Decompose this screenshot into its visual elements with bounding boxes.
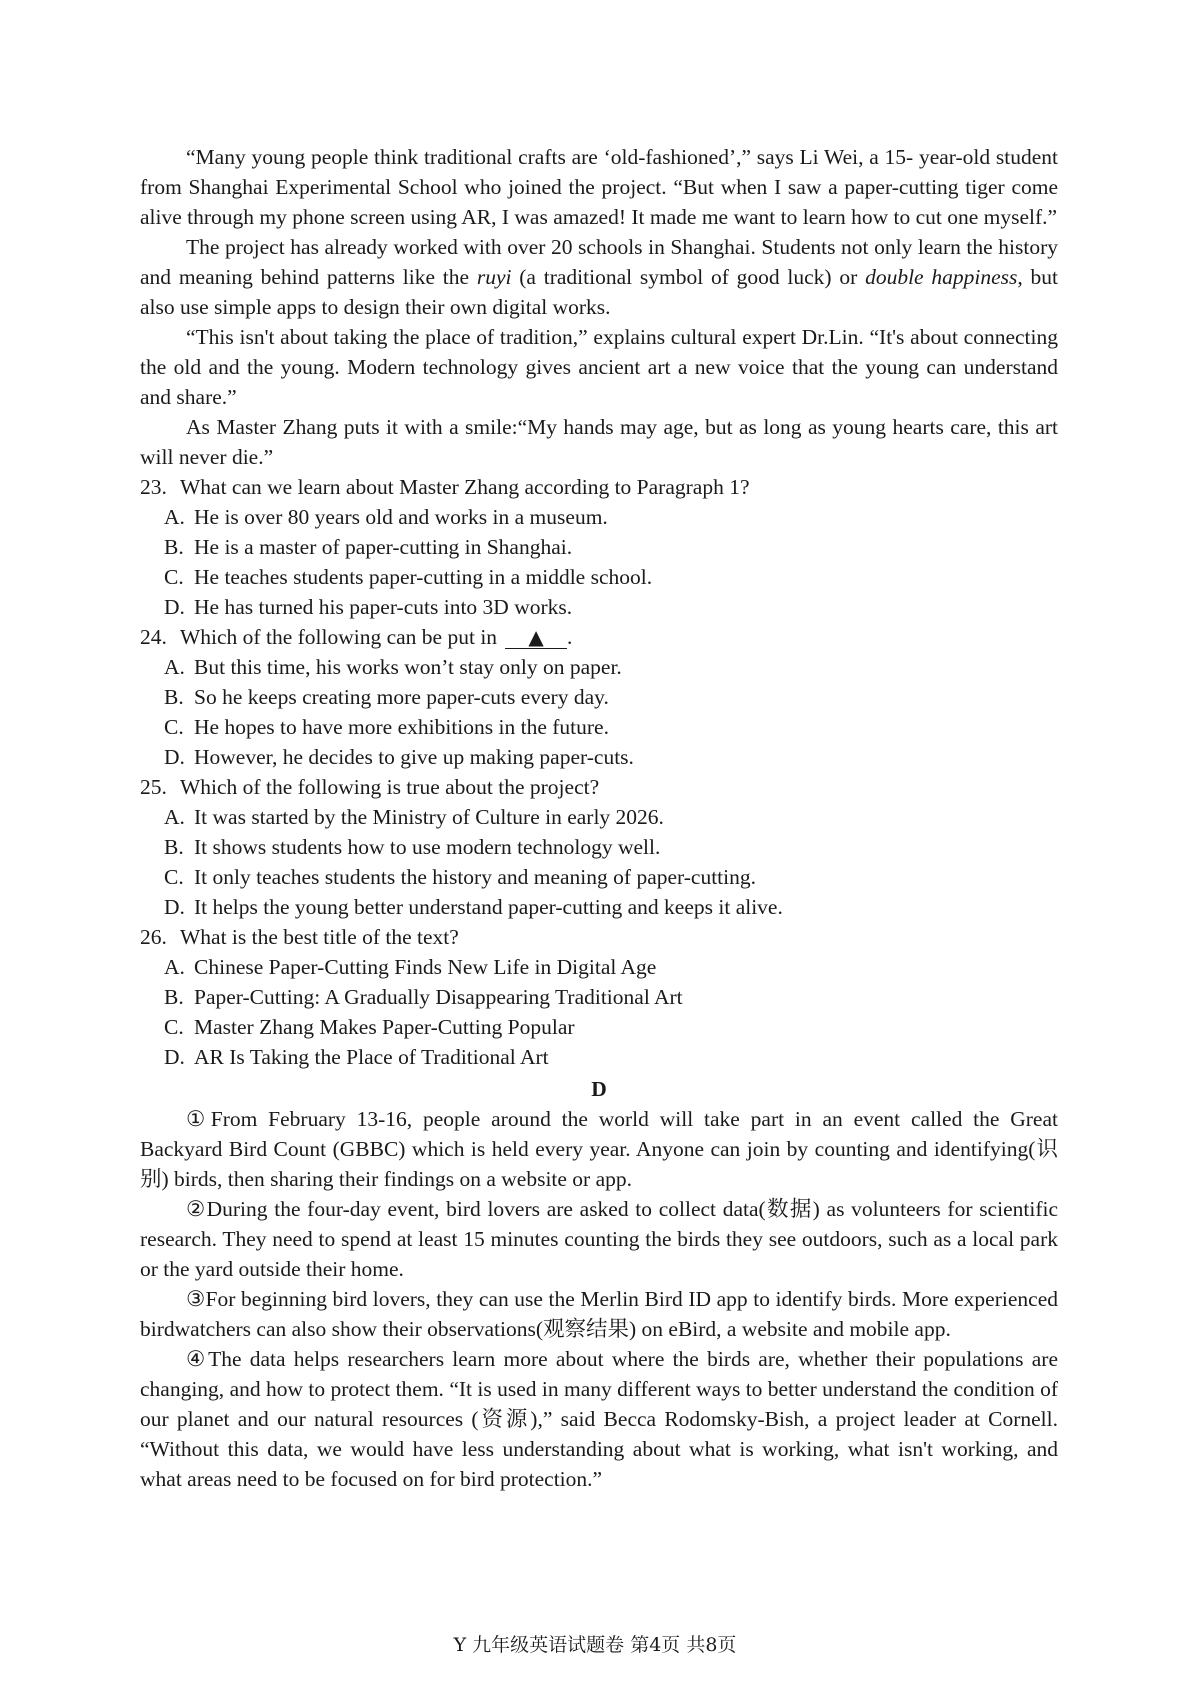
option-a: A. Chinese Paper-Cutting Finds New Life in Digital Age — [164, 955, 657, 979]
triangle-icon: ▲ — [528, 625, 544, 649]
answer-blank — [505, 626, 567, 649]
paragraph-2-text-b: (a traditional symbol of good luck) or — [511, 265, 866, 289]
paragraph-2-text-a: The project has already worked with over 20 schools in Shanghai. Students not only learn the history and meaning behind patterns like the — [140, 235, 1058, 289]
option-d: D. It helps the young better understand paper-cutting and keeps it alive. — [164, 895, 783, 919]
question-text: What can we learn about Master Zhang according to Paragraph 1? — [180, 475, 750, 499]
option-a: A. He is over 80 years old and works in a museum. — [164, 505, 608, 529]
question-number: 23. — [140, 475, 167, 499]
option-a: A. But this time, his works won’t stay only on paper. — [164, 655, 622, 679]
ruyi-term: ruyi — [476, 265, 512, 289]
question-24 — [140, 622, 1058, 772]
section-d-paragraph-2: ②During the four-day event, bird lovers are asked to collect data(数据) as volunteers for scientific research. They need to spend at least 15 minutes counting the birds they see outdoors, such as a local park or the yard outside their home. — [140, 1197, 1058, 1281]
section-d-paragraph-3: ③For beginning bird lovers, they can use the Merlin Bird ID app to identify birds. More experienced birdwatchers can also show their observations(观察结果) on eBird, a website and mobile app. — [140, 1287, 1058, 1341]
question-25 — [140, 772, 1058, 922]
option-b: B. He is a master of paper-cutting in Shanghai. — [164, 535, 573, 559]
question-number: 24. — [140, 625, 167, 649]
passage-c-paragraph-3: “This isn't about taking the place of tradition,” explains cultural expert Dr.Lin. “It's about connecting the old and the young. Modern technology gives ancient art a new voice that the young can understand and share.” — [140, 325, 1058, 409]
question-text: Which of the following can be put in — [180, 625, 498, 649]
question-text: What is the best title of the text? — [180, 925, 459, 949]
section-d-title: D — [591, 1077, 607, 1101]
double-happiness-term: double happiness — [865, 265, 1018, 289]
option-b: B. So he keeps creating more paper-cuts every day. — [164, 685, 609, 709]
page-footer: Y 九年级英语试题卷 第4页 共8页 — [453, 1634, 737, 1656]
option-c: C. Master Zhang Makes Paper-Cutting Popular — [164, 1015, 575, 1039]
passage-c-paragraph-1: “Many young people think traditional crafts are ‘old-fashioned’,” says Li Wei, a 15- year-old student from Shanghai Experimental School who joined the project. “But when I saw a paper-cutting tiger come alive through my phone screen using AR, I was amazed! It made me want to learn how to cut one myself.” — [140, 145, 1058, 229]
question-23 — [140, 472, 1058, 622]
question-number: 25. — [140, 775, 167, 799]
passage-c-paragraph-2 — [140, 232, 1058, 322]
option-c: C. He hopes to have more exhibitions in the future. — [164, 715, 609, 739]
option-a: A. It was started by the Ministry of Culture in early 2026. — [164, 805, 664, 829]
option-d: D. However, he decides to give up making paper-cuts. — [164, 745, 634, 769]
option-b: B. Paper-Cutting: A Gradually Disappearing Traditional Art — [164, 985, 683, 1009]
option-d: D. He has turned his paper-cuts into 3D works. — [164, 595, 573, 619]
section-d-paragraph-4: ④The data helps researchers learn more about where the birds are, whether their populations are changing, and how to protect them. “It is used in many different ways to better understand the condition of our planet and our natural resources (资源),” said Becca Rodomsky-Bish, a project leader at Cornell. “Without this data, we would have less understanding about what is working, what isn't working, and what areas need to be focused on for bird protection.” — [140, 1347, 1058, 1491]
option-d: D. AR Is Taking the Place of Traditional Art — [164, 1045, 549, 1069]
option-b: B. It shows students how to use modern technology well. — [164, 835, 661, 859]
passage-c-paragraph-4: As Master Zhang puts it with a smile:“My hands may age, but as long as young hearts care, this art will never die.” — [140, 415, 1058, 469]
exam-page — [140, 142, 1058, 1494]
section-d-paragraph-1: ①From February 13-16, people around the world will take part in an event called the Great Backyard Bird Count (GBBC) which is held every year. Anyone can join by counting and identifying(识别) birds, then sharing their findings on a website or app. — [140, 1107, 1058, 1191]
question-26 — [140, 922, 1058, 1072]
option-c: C. He teaches students paper-cutting in a middle school. — [164, 565, 653, 589]
option-c: C. It only teaches students the history and meaning of paper-cutting. — [164, 865, 757, 889]
question-text: Which of the following is true about the project? — [180, 775, 600, 799]
paragraph-2-text-c: , but also use simple apps to design their own digital works. — [140, 265, 1058, 319]
question-number: 26. — [140, 925, 167, 949]
question-end: . — [567, 625, 573, 649]
